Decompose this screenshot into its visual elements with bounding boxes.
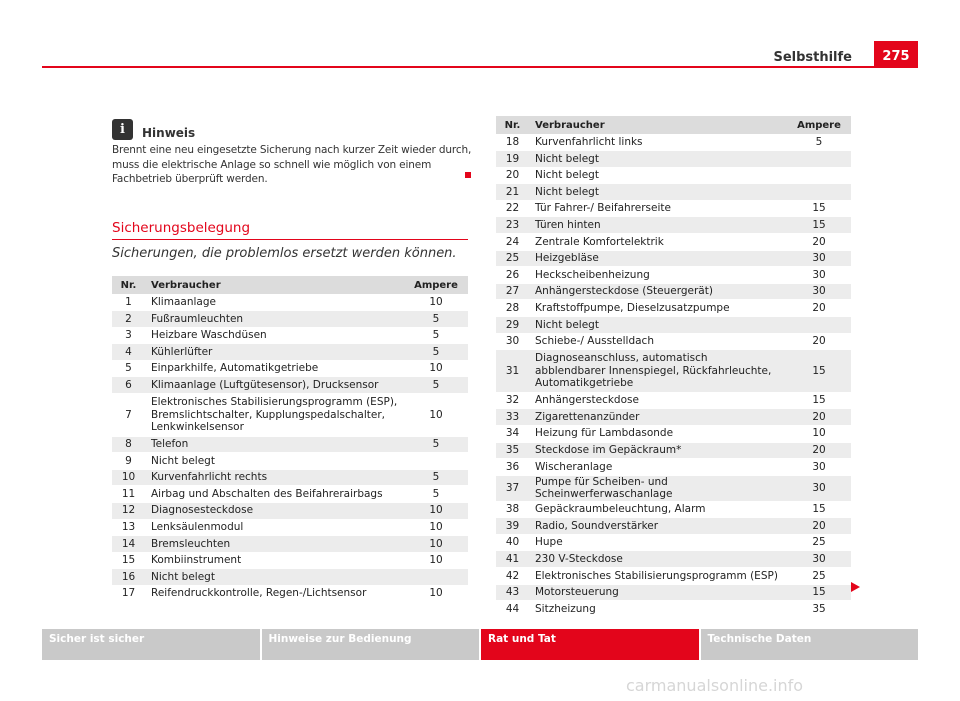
fuse-number: 27	[496, 283, 529, 300]
fuse-consumer: Kurvenfahrlicht links	[529, 134, 787, 151]
fuse-consumer: Elektronisches Stabilisierungsprogramm (ESP)	[529, 568, 787, 585]
fuse-number: 26	[496, 267, 529, 284]
fuse-number: 22	[496, 200, 529, 217]
fuse-consumer: Kurvenfahrlicht rechts	[145, 469, 404, 486]
table-row	[496, 392, 851, 409]
fuse-consumer: Elektronisches Stabilisierungsprogramm (ESP), Bremslichtschalter, Kupplungspedalschalter, Lenkwinkelsensor	[145, 394, 404, 437]
table-row	[112, 569, 468, 586]
fuse-consumer: 230 V-Steckdose	[529, 551, 787, 568]
fuse-ampere	[404, 453, 468, 470]
fuse-number: 29	[496, 317, 529, 334]
fuse-consumer: Pumpe für Scheiben- und Scheinwerferwaschanlage	[529, 475, 787, 501]
table-row	[112, 377, 468, 394]
table-row	[496, 475, 851, 501]
fuse-number: 30	[496, 333, 529, 350]
fuse-number: 28	[496, 300, 529, 317]
table-row	[112, 294, 468, 311]
fuse-number: 44	[496, 601, 529, 618]
fuse-number: 39	[496, 518, 529, 535]
fuse-consumer: Kraftstoffpumpe, Dieselzusatzpumpe	[529, 300, 787, 317]
fuse-ampere: 5	[404, 344, 468, 361]
fuse-consumer: Steckdose im Gepäckraum*	[529, 442, 787, 459]
fuse-consumer: Airbag und Abschalten des Beifahrerairbags	[145, 486, 404, 503]
fuse-number: 38	[496, 501, 529, 518]
fuse-number: 41	[496, 551, 529, 568]
fuse-ampere	[787, 317, 851, 334]
fuse-consumer: Klimaanlage	[145, 294, 404, 311]
fuse-ampere	[787, 167, 851, 184]
table-row	[496, 568, 851, 585]
footer-tab-rat-und-tat[interactable]: Rat und Tat	[481, 629, 699, 660]
table-row	[112, 311, 468, 328]
fuse-ampere: 15	[787, 217, 851, 234]
table-row	[112, 436, 468, 453]
section-title: Sicherungsbelegung	[112, 220, 468, 240]
fuse-consumer: Klimaanlage (Luftgütesensor), Drucksensor	[145, 377, 404, 394]
fuse-ampere: 5	[404, 469, 468, 486]
fuse-consumer: Wischeranlage	[529, 459, 787, 476]
fuse-ampere	[404, 569, 468, 586]
table-row	[112, 469, 468, 486]
table-row	[496, 250, 851, 267]
fuse-number: 9	[112, 453, 145, 470]
fuse-number: 35	[496, 442, 529, 459]
table-row	[496, 200, 851, 217]
table-row	[496, 518, 851, 535]
fuse-ampere: 10	[404, 585, 468, 602]
fuse-consumer: Zentrale Komfortelektrik	[529, 234, 787, 251]
fuse-number: 11	[112, 486, 145, 503]
fuse-ampere: 25	[787, 568, 851, 585]
footer-tab-technische-daten[interactable]: Technische Daten	[701, 629, 919, 660]
hint-text: Brennt eine neu eingesetzte Sicherung nach kurzer Zeit wieder durch, muss die elektrische Anlage so schnell wie möglich von einem Fachbetrieb überprüft werden.	[112, 144, 472, 185]
fuse-number: 37	[496, 475, 529, 501]
fuse-consumer: Einparkhilfe, Automatikgetriebe	[145, 360, 404, 377]
fuse-number: 20	[496, 167, 529, 184]
table-row	[496, 167, 851, 184]
fuse-ampere: 20	[787, 409, 851, 426]
footer-tab-bedienung[interactable]: Hinweise zur Bedienung	[262, 629, 480, 660]
page-number: 275	[874, 41, 918, 68]
table-row	[496, 300, 851, 317]
fuse-number: 8	[112, 436, 145, 453]
fuse-ampere: 10	[787, 425, 851, 442]
table-row	[112, 360, 468, 377]
fuse-ampere: 10	[404, 519, 468, 536]
table-row	[496, 501, 851, 518]
fuse-consumer: Kombiinstrument	[145, 552, 404, 569]
fuse-number: 10	[112, 469, 145, 486]
fuse-consumer: Heizgebläse	[529, 250, 787, 267]
table-row	[496, 409, 851, 426]
hint-title: Hinweis	[142, 126, 196, 140]
table-header-row	[496, 116, 851, 134]
table-row	[496, 317, 851, 334]
table-row	[496, 584, 851, 601]
fuse-consumer: Nicht belegt	[529, 317, 787, 334]
fuse-number: 4	[112, 344, 145, 361]
fuse-consumer: Nicht belegt	[529, 184, 787, 201]
table-row	[496, 234, 851, 251]
table-row	[112, 394, 468, 437]
table-row	[496, 134, 851, 151]
fuse-ampere: 5	[404, 436, 468, 453]
fuse-ampere: 25	[787, 534, 851, 551]
fuse-ampere: 35	[787, 601, 851, 618]
fuse-ampere: 10	[404, 394, 468, 437]
fuse-number: 19	[496, 151, 529, 168]
section-subtitle: Sicherungen, die problemlos ersetzt werden können.	[112, 246, 457, 261]
table-row	[496, 333, 851, 350]
fuse-number: 40	[496, 534, 529, 551]
fuse-number: 17	[112, 585, 145, 602]
fuse-ampere: 5	[404, 327, 468, 344]
table-row	[112, 585, 468, 602]
fuse-consumer: Sitzheizung	[529, 601, 787, 618]
fuse-number: 24	[496, 234, 529, 251]
fuse-ampere: 10	[404, 360, 468, 377]
fuse-consumer: Nicht belegt	[145, 453, 404, 470]
table-row	[496, 442, 851, 459]
footer-nav	[42, 629, 918, 660]
fuse-ampere: 30	[787, 551, 851, 568]
table-row	[112, 344, 468, 361]
fuse-number: 31	[496, 350, 529, 393]
table-row	[496, 551, 851, 568]
fuse-table-left	[112, 276, 468, 603]
fuse-ampere: 15	[787, 200, 851, 217]
fuse-number: 18	[496, 134, 529, 151]
fuse-number: 7	[112, 394, 145, 437]
fuse-ampere: 20	[787, 234, 851, 251]
column-header-nr: Nr.	[496, 116, 529, 134]
fuse-ampere: 5	[404, 311, 468, 328]
fuse-ampere: 30	[787, 250, 851, 267]
fuse-ampere: 30	[787, 459, 851, 476]
fuse-number: 32	[496, 392, 529, 409]
fuse-number: 36	[496, 459, 529, 476]
table-row	[112, 519, 468, 536]
fuse-consumer: Heizung für Lambdasonde	[529, 425, 787, 442]
table-row	[496, 151, 851, 168]
fuse-consumer: Anhängersteckdose (Steuergerät)	[529, 283, 787, 300]
fuse-number: 13	[112, 519, 145, 536]
fuse-number: 14	[112, 536, 145, 553]
column-header-ampere: Ampere	[404, 276, 468, 294]
column-header-consumer: Verbraucher	[529, 116, 787, 134]
fuse-ampere: 15	[787, 350, 851, 393]
table-row	[496, 601, 851, 618]
fuse-number: 16	[112, 569, 145, 586]
fuse-consumer: Fußraumleuchten	[145, 311, 404, 328]
fuse-ampere: 15	[787, 392, 851, 409]
info-hand-icon: i	[112, 119, 133, 140]
fuse-ampere: 5	[404, 377, 468, 394]
column-header-ampere: Ampere	[787, 116, 851, 134]
fuse-number: 34	[496, 425, 529, 442]
table-row	[112, 536, 468, 553]
fuse-ampere: 10	[404, 502, 468, 519]
fuse-consumer: Hupe	[529, 534, 787, 551]
table-header-row	[112, 276, 468, 294]
end-marker-icon	[465, 172, 471, 178]
fuse-number: 21	[496, 184, 529, 201]
fuse-consumer: Anhängersteckdose	[529, 392, 787, 409]
fuse-number: 43	[496, 584, 529, 601]
fuse-ampere: 30	[787, 475, 851, 501]
fuse-consumer: Lenksäulenmodul	[145, 519, 404, 536]
table-row	[496, 350, 851, 393]
fuse-consumer: Heckscheibenheizung	[529, 267, 787, 284]
fuse-consumer: Nicht belegt	[145, 569, 404, 586]
fuse-number: 5	[112, 360, 145, 377]
fuse-ampere: 15	[787, 584, 851, 601]
fuse-ampere	[787, 184, 851, 201]
fuse-ampere: 10	[404, 552, 468, 569]
fuse-number: 3	[112, 327, 145, 344]
fuse-ampere: 10	[404, 536, 468, 553]
fuse-number: 33	[496, 409, 529, 426]
fuse-consumer: Diagnosesteckdose	[145, 502, 404, 519]
header-rule	[42, 66, 918, 68]
hint-box	[112, 116, 472, 187]
fuse-consumer: Zigarettenanzünder	[529, 409, 787, 426]
fuse-ampere: 30	[787, 283, 851, 300]
table-row	[496, 217, 851, 234]
watermark: carmanualsonline.info	[626, 676, 804, 695]
fuse-ampere: 20	[787, 442, 851, 459]
continue-arrow-icon	[851, 582, 860, 592]
footer-tab-sicher[interactable]: Sicher ist sicher	[42, 629, 260, 660]
fuse-ampere	[787, 151, 851, 168]
fuse-consumer: Türen hinten	[529, 217, 787, 234]
section-name: Selbsthilfe	[773, 50, 852, 65]
fuse-ampere: 15	[787, 501, 851, 518]
fuse-number: 6	[112, 377, 145, 394]
fuse-consumer: Nicht belegt	[529, 167, 787, 184]
table-row	[496, 425, 851, 442]
fuse-ampere: 20	[787, 518, 851, 535]
fuse-number: 2	[112, 311, 145, 328]
fuse-consumer: Motorsteuerung	[529, 584, 787, 601]
table-row	[496, 459, 851, 476]
column-header-nr: Nr.	[112, 276, 145, 294]
table-row	[112, 502, 468, 519]
fuse-number: 42	[496, 568, 529, 585]
fuse-ampere: 10	[404, 294, 468, 311]
table-row	[496, 267, 851, 284]
table-row	[496, 184, 851, 201]
column-header-consumer: Verbraucher	[145, 276, 404, 294]
fuse-ampere: 20	[787, 333, 851, 350]
fuse-table-right	[496, 116, 851, 618]
hint-header	[112, 116, 472, 140]
table-row	[496, 534, 851, 551]
fuse-number: 25	[496, 250, 529, 267]
fuse-consumer: Reifendruckkontrolle, Regen-/Lichtsensor	[145, 585, 404, 602]
fuse-ampere: 5	[787, 134, 851, 151]
fuse-consumer: Tür Fahrer-/ Beifahrerseite	[529, 200, 787, 217]
fuse-consumer: Bremsleuchten	[145, 536, 404, 553]
fuse-number: 1	[112, 294, 145, 311]
fuse-consumer: Kühlerlüfter	[145, 344, 404, 361]
fuse-consumer: Schiebe-/ Ausstelldach	[529, 333, 787, 350]
fuse-consumer: Diagnoseanschluss, automatisch abblendbarer Innenspiegel, Rückfahrleuchte, Automatikgetriebe	[529, 350, 787, 393]
fuse-consumer: Gepäckraumbeleuchtung, Alarm	[529, 501, 787, 518]
fuse-ampere: 30	[787, 267, 851, 284]
table-row	[112, 327, 468, 344]
fuse-consumer: Telefon	[145, 436, 404, 453]
table-row	[112, 552, 468, 569]
fuse-consumer: Heizbare Waschdüsen	[145, 327, 404, 344]
fuse-number: 23	[496, 217, 529, 234]
fuse-number: 12	[112, 502, 145, 519]
table-row	[496, 283, 851, 300]
fuse-consumer: Nicht belegt	[529, 151, 787, 168]
table-row	[112, 453, 468, 470]
table-row	[112, 486, 468, 503]
fuse-number: 15	[112, 552, 145, 569]
fuse-ampere: 20	[787, 300, 851, 317]
fuse-consumer: Radio, Soundverstärker	[529, 518, 787, 535]
fuse-ampere: 5	[404, 486, 468, 503]
